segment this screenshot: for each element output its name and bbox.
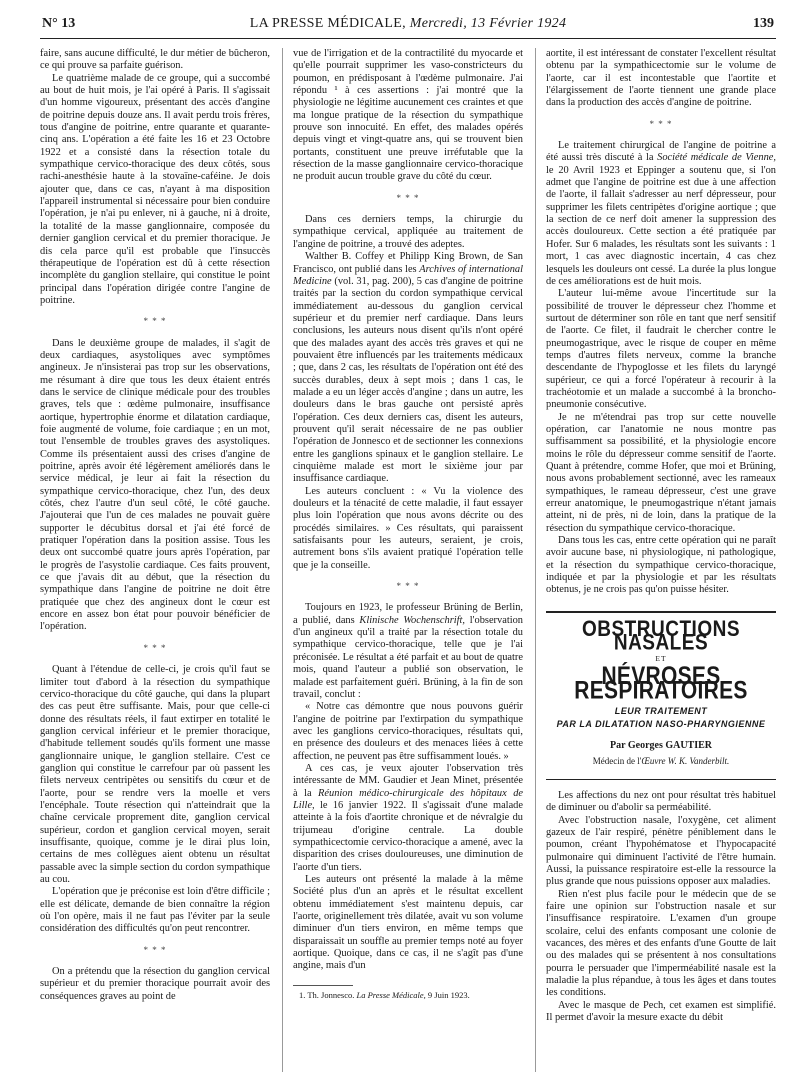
article-author: Par Georges GAUTIER [609,740,713,752]
running-header [40,14,776,39]
paragraph: Dans ces derniers temps, la chirurgie du sympathique cervical, appliquée au traitement de l'angine de poitrine, a trouvé des adeptes. [293,214,523,250]
paragraph: Je ne m'étendrai pas trop sur cette nouvelle opération, car l'anatomie ne nous montre pas suffisamment sa possibilité, et la physiologie encore moins le rôle du dépresseur comme sensitif de l'aorte. Quant à prétendre, comme Hofer, que moi et Brüning, nous avons probablement sectionné, avec les rameaux sympathiques, le rameau dépresseur, c'est une grave erreur anatomique, le pneumogastrique n'étant jamais atteint, ni de près, ni de loin, dans la pratique de la résection du sympathique cervico-thoracique. [546,411,776,534]
asterism-separator: * * * [143,316,167,327]
page-number: 139 [753,16,774,31]
article-subtitle: PAR LA DILATATION NASO-PHARYNGIENNE [556,718,766,729]
footnote: 1. Th. Jonnesco. La Presse Médicale, 9 Juin 1923. [299,989,470,1000]
issue-date: Mercredi, 13 Février 1924 [409,16,567,31]
journal-title-line [40,16,776,32]
paragraph: vue de l'irrigation et de la contractilité du myocarde et qu'elle pourrait supprimer les vaso-constricteurs du poumon, en prédisposant à l'œdème pulmonaire. J'ai répondu ¹ à ces assertions : j'ai montré que la physiologie ne légitime aucunement ces craintes et que ma longue pratique de la résection du sympathique prouve son innocuité. En effet, des malades opérés depuis vingt et vingt-quatre ans, qui se trouvent bien portants, constituent une preuve irréfutable que la résection de la masse ganglionnaire cervico-thoracique ne produit aucun trouble grave du côté du cœur. [293,48,523,183]
author-affiliation: Médecin de l'Œuvre W. K. Vanderbilt. [592,755,730,766]
article-subtitle: LEUR TRAITEMENT [614,705,708,716]
asterism-separator: * * * [396,581,420,592]
paragraph: Toujours en 1923, le professeur Brüning de Berlin, a publié, dans Klinische Wochenschrift, l'observation d'un angineux qu'il a traité par la résection totale du sympathique cervico-thoracique, telle que je l'ai préconisée. Le résultat a été parfait et au bout de quatre mois, quand l'auteur a publié son observation, le malade est parfaitement guéri. Brüning, à la fin de son travail, conclut : [293,602,523,700]
paragraph: On a prétendu que la résection du ganglion cervical supérieur et du premier thoracique pourrait avoir des conséquences graves au point de [40,966,270,1002]
paragraph: Avec le masque de Pech, cet examen est simplifié. Il permet d'avoir la mesure exacte du débit [546,999,776,1024]
paragraph: aortite, il est intéressant de constater l'excellent résultat obtenu par la sympathicectomie sur le volume de l'aorte, car il est incontestable que l'aortite et l'élargissement de l'aorte tiennent une grande place dans la production des accès d'angine de poitrine. [546,48,776,109]
journal-citation: Klinische Wochenschrift, [359,614,466,626]
column-divider [282,48,283,1072]
paragraph: Le traitement chirurgical de l'angine de poitrine a été aussi très discuté à la Société médicale de Vienne, le 20 Avril 1923 et Eppinger a soutenu que, si l'on admet que l'angine de poitrine est due à une affection de l'aorte, il fallait s'adresser au nerf dépresseur, pour supprimer les filets centripètes d'origine aortique ; que la section de ce nerf doit amener la suppression des accès douloureux. Cette section a été pratiquée par Hofer. Sur 6 malades, les résultats sont les suivants : 1 mort, 1 cas avec diagnostic incertain, 4 cas chez lesquels les douleurs ont cessé. La durée la plus longue de ces améliorations est de huit mois. [546,140,776,287]
article-title: OBSTRUCTIONS NASALES [582,617,740,656]
journal-name: LA PRESSE MÉDICALE, [249,16,406,31]
paragraph: Les affections du nez ont pour résultat très habituel de diminuer ou d'abolir sa perméabilité. [546,789,776,814]
paragraph: Le quatrième malade de ce groupe, qui a succombé au bout de huit mois, je l'ai opéré à Paris. Il s'agissait d'un homme vigoureux, présentant des accès d'angine de poitrine depuis douze ans. Il avait perdu trois frères, tous d'angine de poitrine, entre quarante et quarante-cinq ans. L'opération a été faite les 16 et 23 Octobre 1922 et a consisté dans la résection totale du sympathique cervico-thoracique des deux côtés, sous rachi-anesthésie haute à la stovaïne-caféine. Je dois ajouter que, dans ce cas, n'ayant à ma disposition l'appareil instrumental si nécessaire pour bien conduire l'opération, je n'ai pu enlever, ni à gauche, ni à droite, la totalité de la masse ganglionnaire, composée du dernier ganglion cervical et du premier thoracique. Je dis cela parce qu'il est probable que l'insuccès thérapeutique de l'opération est dû à cette résection incomplète du ganglion stellaire, qui constitue le point principal dans l'opération dirigée contre l'angine de poitrine. [40,72,270,306]
paragraph: Dans le deuxième groupe de malades, il s'agit de deux cardiaques, asystoliques avec symptômes angineux. Je n'insisterai pas trop sur les observations, me résumant à dire que tous les deux étaient entrés dans le service de clinique médicale pour des troubles graves, tels que : œdème pulmonaire, insuffisance aortique, hypertrophie énorme et dilatation cardiaque, foie augmenté de volume, foie cardiaque ; en un mot, tout l'ensemble de troubles graves des asystoliques. Comme ils présentaient aussi des crises d'angine de poitrine, après avoir été légèrement améliorés dans le service médical, je leur ai fait la résection du sympathique cervico-thoracique, chez l'un, des deux côtés, chez l'autre d'un seul côté, le côté gauche. J'ajouterai que l'un de ces malades ne pouvait guère supporter le décubitus dorsal et j'ai été forcé de pratiquer l'opération dans la position assise. Tous les deux ont succombé quatre jours après l'opération, par le progrès de l'asystolie cardiaque. Ces faits prouvent, ce que j'avais dit au début, que la résection du sympathique dans l'angine de poitrine ne doit être pratiquée que chez des angineux dont le cœur est encore en assez bon état pour pouvoir bénéficier de l'opération. [40,337,270,633]
quotation: « Notre cas démontre que nous pouvons guérir l'angine de poitrine par l'extirpation du sympathique avec les ganglions cervico-thoraciques, résultats qui, en présence des douleurs et des menaces liées à cette affection, ne peuvent pas être suffisamment loués. » [293,701,523,762]
paragraph: L'opération que je préconise est loin d'être difficile ; elle est délicate, demande de bien connaître la région où l'on opère, mais il ne faut pas l'éviter par la seule considération des difficultés qu'on peut rencontrer. [40,886,270,935]
journal-citation: Archives of international Medicine [293,263,523,287]
society-citation: Société médicale de Vienne, [657,152,776,164]
column-divider [535,48,536,1072]
article-header [546,611,776,780]
column-left [40,48,270,1072]
column-right [546,48,776,1072]
journal-citation: Réunion médico-chirurgicale des hôpitaux de Lille, [293,787,523,811]
paragraph: Dans tous les cas, entre cette opération qui ne paraît avoir aucune base, ni physiologique, ni pathologique, et la résection du sympathique cervico-thoracique, indiquée et par la physiologie et par les résultats obtenus, je ne crois pas qu'on puisse hésiter. [546,535,776,596]
paragraph: Quant à l'étendue de celle-ci, je crois qu'il faut se limiter tout d'abord à la résection du sympathique cervico-thoracique du côté gauche, qui dans la plupart des cas peut être suffisante. Mais, pour que celle-ci donne des résultats réels, il faut extirper en totalité le ganglion cervical inférieur et le premier thoracique, d'habitude tellement soudés qu'ils forment une masse ganglionnaire unique, le ganglion stellaire. C'est ce ganglion qui constitue le carrefour par où passent les filets nerveux centripètes ou sensitifs du cœur et de l'aorte, pour se rendre vers la moelle et vers l'encéphale. Toute résection qui n'atteindrait que la chaîne cervicale proprement dite, ganglion cervical supérieur, cordon et ganglion cervical moyen, serait insuffisante, quoique, comme je le dirai plus loin, certains de mes collègues aient obtenu un résultat passable avec la simple section du cordon sympathique au cou. [40,664,270,885]
footnote-rule [293,985,353,986]
column-middle [293,48,523,1072]
asterism-separator: * * * [396,192,420,203]
paragraph: Avec l'obstruction nasale, l'oxygène, cet aliment gazeux de l'air respiré, pénètre péniblement dans le poumon, créant l'hypohématose et l'hypocapacité pulmonaire qui diminuent l'activité de l'être humain. Aussi, la puissance respiratoire est-elle la ressource la plus grande que nous puissions opposer aux maladies. [546,814,776,888]
issue-number: N° 13 [42,16,76,31]
article-title-second: NÉVROSES RESPIRATOIRES [574,662,748,705]
asterism-separator: * * * [143,944,167,955]
asterism-separator: * * * [143,642,167,653]
paragraph: Les auteurs concluent : « Vu la violence des douleurs et la ténacité de cette maladie, il faut essayer plus loin l'opération que nous avons décrite ou des procédés similaires. » Ces résultats, qui paraissent satisfaisants pour les auteurs, seraient, je crois, autrement bons s'ils avaient pratiqué l'opération telle que je la conseille. [293,485,523,571]
journal-page [40,14,776,1074]
paragraph: faire, sans aucune difficulté, le dur métier de bûcheron, ce qui prouve sa parfaite guérison. [40,48,270,72]
paragraph: A ces cas, je veux ajouter l'observation très intéressante de MM. Gaudier et Jean Minet, présentée à la Réunion médico-chirurgicale des hôpitaux de Lille, le 16 janvier 1922. Il s'agissait d'une malade atteinte à la fois d'aortite chronique et de névralgie du trijumeau d'origine centrale. La double sympathicectomie cervico-thoracique a amené, avec la disparition des crises douloureuses, une diminution de l'aorte d'un tiers. [293,762,523,873]
paragraph: Walther B. Coffey et Philipp King Brown, de San Francisco, ont publié dans les Archives of international Medicine (vol. 31, pag. 200), 5 cas d'angine de poitrine traités par la section du cordon sympathique cervical immédiatement au-dessous du ganglion cervical supérieur et du premier nerf cardiaque. Dans leurs conclusions, les auteurs nous disent qu'ils n'ont opéré que des malades ayant des accès très graves et qui ne pouvaient être influencés par les traitements médicaux ; que, dans 2 cas, les résultats de l'opération ont été des succès durables, deux à sept mois ; dans 1 cas, le malade a eu un léger accès d'angine ; dans un autre, les douleurs dans le bras gauche ont persisté après l'opération. Ces deux derniers cas, disent les auteurs, prouvent qu'il serait nécessaire de ne pas oublier l'opération de Jonnesco et de sectionner les connexions entre les ganglions spinaux et le ganglion stellaire. Le cinquième malade est mort le sixième jour par insuffisance cardiaque. [293,251,523,485]
paragraph: Rien n'est plus facile pour le médecin que de se faire une opinion sur l'obstruction nasale et sur l'insuffisance respiratoire. L'examen d'un groupe scolaire, celui des enfants composant une colonie de vacances, des mères et des enfants d'une Goutte de lait ou des malades qui se présentent à nos consultations pourra le persuader que l'imperméabilité nasale est la maladie la plus répandue, à tous les âges et dans toutes les conditions. [546,888,776,999]
article-body [546,790,776,1025]
asterism-separator: * * * [649,118,673,129]
paragraph: Les auteurs ont présenté la malade à la même Société plus d'un an après et le résultat excellent obtenu immédiatement s'est maintenu depuis, car l'aorte, originellement très dilatée, avait vu son volume diminuer d'un tiers environ, en même temps que disparaissait un souffle au premier temps noté au foyer aortique. Quoique, dans ce cas, il ne s'agît pas d'une angine, mais d'un [293,874,523,972]
paragraph: L'auteur lui-même avoue l'incertitude sur la possibilité de trouver le dépresseur chez l'homme et surtout de déterminer son rôle en tant que nerf sensitif de l'aorte. Ce filet, il faudrait le chercher contre le pneumogastrique, avec le risque de couper en même temps d'autres filets nerveux, comme la branche descendante de l'hypoglosse et les filets du laryngé supérieur, ce qui a forcé l'opérateur à recourir à la trachéotomie et un malade a succombé à la broncho-pneumonie consécutive. [546,288,776,411]
title-conjunction: ET [655,654,667,664]
